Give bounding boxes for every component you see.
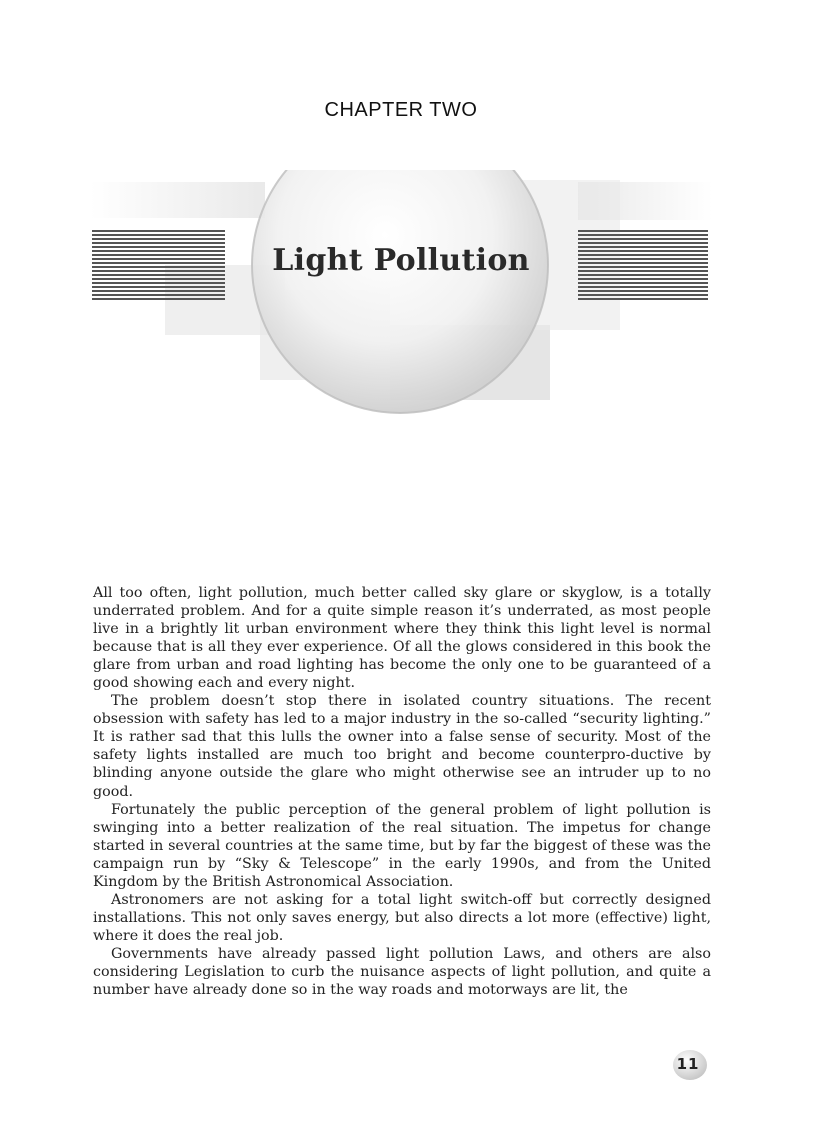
- chapter-label: CHAPTER TWO: [324, 99, 478, 121]
- body-text: [93, 584, 711, 999]
- paragraph: Governments have already passed light pollution Laws, and others are also considering Legislation to curb the nuisance aspects of light pollution, and quite a number have already done so in the way roads and motorways are lit, the: [93, 945, 711, 999]
- page-number: [672, 1049, 712, 1081]
- paragraph: The problem doesn’t stop there in isolated country situations. The recent obsession with safety has led to a major industry in the so-called “security lighting.” It is rather sad that this lulls the owner into a false sense of security. Most of the safety lights installed are much too bright and become counterpro-ductive by blinding anyone outside the glare who might otherwise see an intruder up to no good.: [93, 693, 711, 800]
- page-number-text: 11: [676, 1055, 700, 1073]
- paragraph: Astronomers are not asking for a total light switch-off but correctly designed installations. This not only saves energy, but also directs a lot more (effective) light, where it does the real job.: [93, 891, 711, 944]
- title-ornament: [90, 170, 716, 420]
- chapter-title-graphic: [90, 170, 716, 420]
- chapter-title: Light Pollution: [272, 243, 530, 278]
- paragraph: Fortunately the public perception of the general problem of light pollution is swinging into a better realization of the real situation. The impetus for change started in several countries at the same time, but by far the biggest of these was the campaign run by “Sky & Telescope” in the early 1990s, and from the United Kingdom by the British Astronomical Association.: [93, 801, 711, 890]
- paragraph: All too often, light pollution, much better called sky glare or skyglow, is a totally underrated problem. And for a quite simple reason it’s underrated, as most people live in a brightly lit urban environment where they think this light level is normal because that is all they ever experience. Of all the glows considered in this book the glare from urban and road lighting has become the only one to be guaranteed of a good showing each and every night.: [93, 585, 711, 692]
- ornament-block: [90, 182, 265, 218]
